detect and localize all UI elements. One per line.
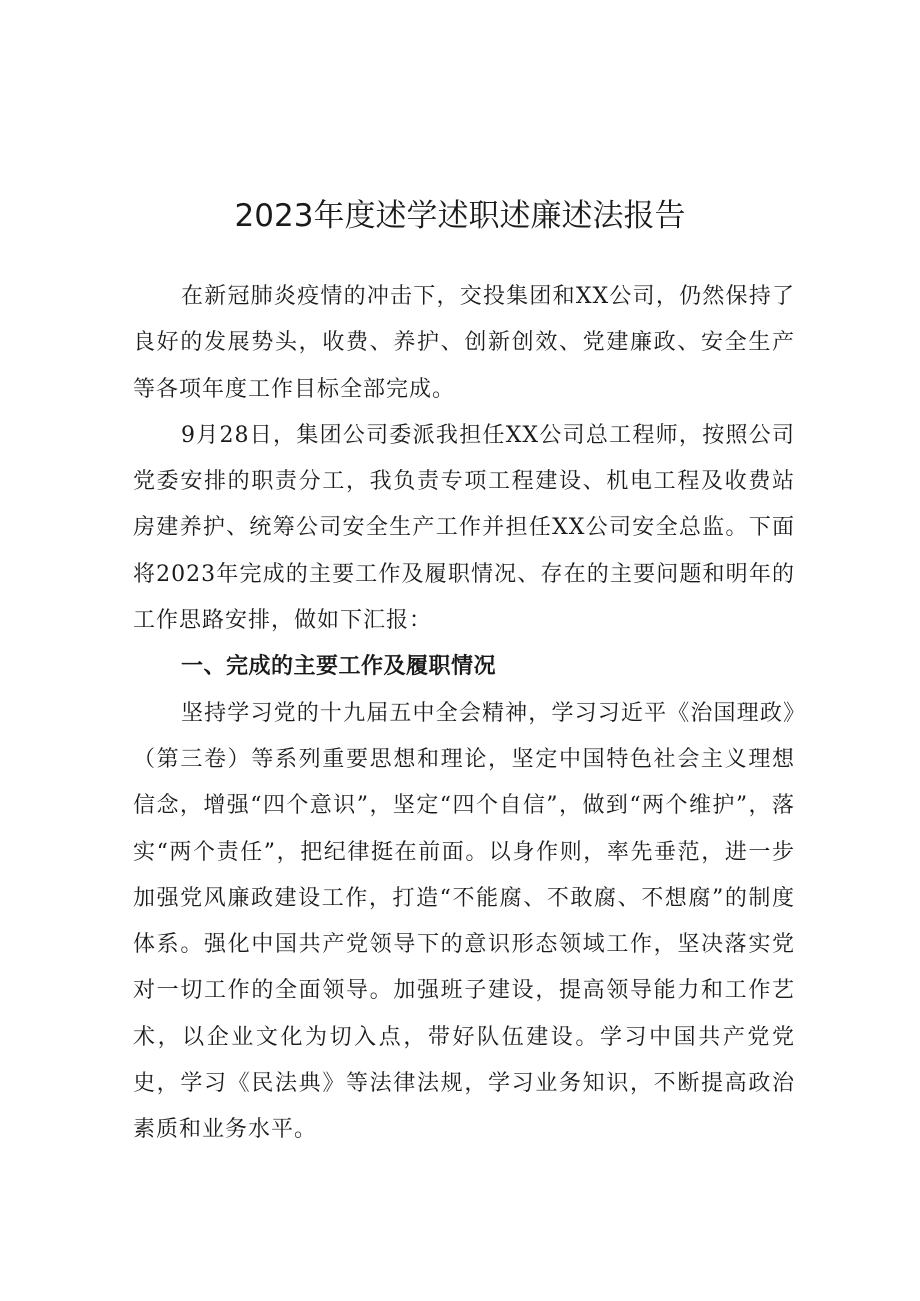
paragraph-section-1: 坚持学习党的十九届五中全会精神，学习习近平《治国理政》（第三卷）等系列重要思想和理论，坚定中国特色社会主义理想信念，增强“四个意识”，坚定“四个自信”，做到“两个维护”，落实“两个责任”，把纪律挺在前面。以身作则，率先垂范，进一步加强党风廉政建设工作，打造“不能腐、不敢腐、不想腐”的制度体系。强化中国共产党领导下的意识形态领域工作，坚决落实党对一切工作的全面领导。加强班子建设，提高领导能力和工作艺术，以企业文化为切入点，带好队伍建设。学习中国共产党党史，学习《民法典》等法律法规，学习业务知识，不断提高政治素质和业务水平。 bbox=[133, 700, 795, 1143]
section-heading-1: 一、完成的主要工作及履职情况 bbox=[181, 654, 497, 680]
paragraph-appointment: 9月28日，集团公司委派我担任XX公司总工程师，按照公司党委安排的职责分工，我负责专项工程建设、机电工程及收费站房建养护、统筹公司安全生产工作并担任XX公司安全总监。下面将2023年完成的主要工作及履职情况、存在的主要问题和明年的工作思路安排，做如下汇报： bbox=[133, 422, 795, 634]
document-body bbox=[133, 274, 795, 1154]
document-title: 2023年度述学述职述廉述法报告 bbox=[234, 197, 686, 234]
paragraph-intro: 在新冠肺炎疫情的冲击下，交投集团和XX公司，仍然保持了良好的发展势头，收费、养护、创新创效、党建廉政、安全生产等各项年度工作目标全部完成。 bbox=[133, 284, 795, 402]
